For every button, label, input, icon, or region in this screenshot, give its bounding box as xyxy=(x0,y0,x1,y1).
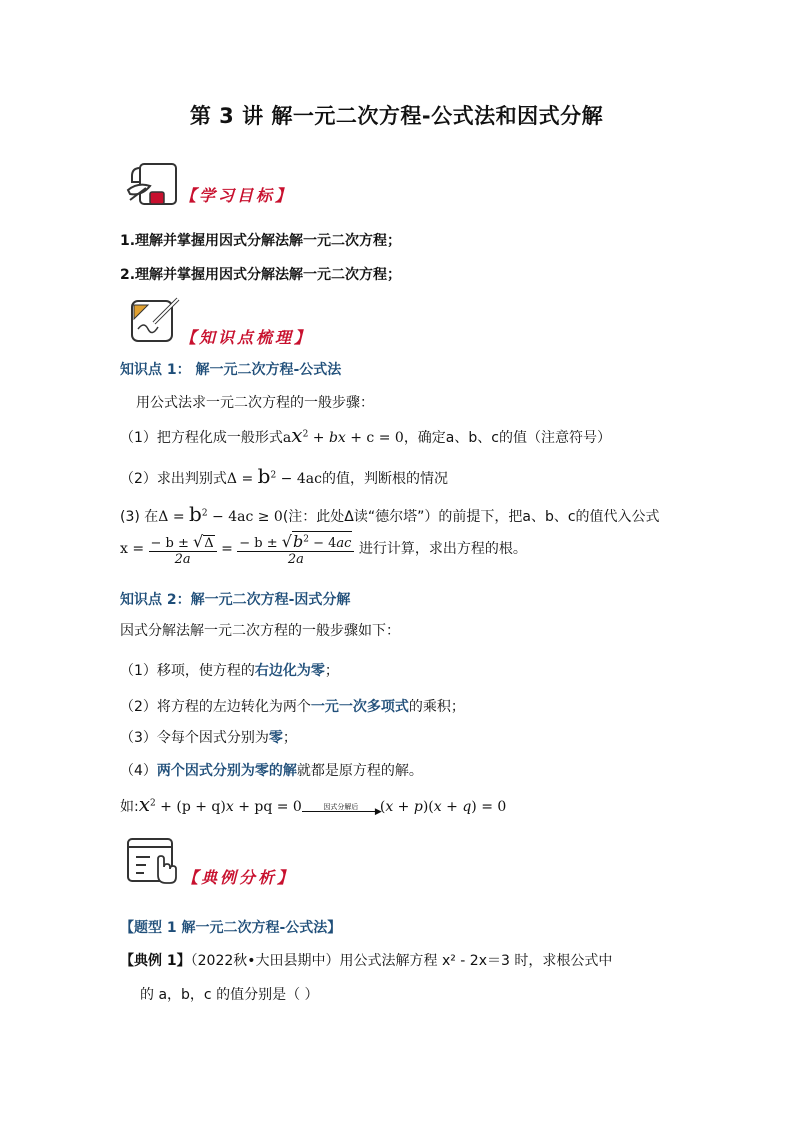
section-knowledge-badge: 【知识点梳理】 xyxy=(180,328,314,347)
factoring-example-formula: $x^2 + (p + q)x$ + pq = 0 xyxy=(138,792,302,816)
kp2-step1-a: （1）移项，使方程的 xyxy=(120,663,255,679)
kp2-step4-a: （4） xyxy=(120,763,157,779)
page-title: 第 3 讲 解一元二次方程-公式法和因式分解 xyxy=(189,104,604,128)
kp1-step3-suffix: (注：此处Δ读“德尔塔”）的前提下，把a、b、c的值代入公式 xyxy=(282,509,660,525)
kp1-step3b-suffix: 进行计算，求出方程的根。 xyxy=(358,541,527,557)
kp2-intro: 因式分解法解一元二次方程的一般步骤如下： xyxy=(120,623,400,639)
kp2-step3-a: （3）令每个因式分别为 xyxy=(120,730,269,746)
kp1-step3 xyxy=(120,502,660,526)
kp1-step3-prefix: (3) 在 xyxy=(120,509,159,525)
kp2-step1-highlight: 右边化为零 xyxy=(254,663,325,679)
kp1-step1-prefix: （1）把方程化成一般形式 xyxy=(120,430,283,446)
kp1-step1 xyxy=(120,423,611,447)
quadratic-formula: x = $\frac{- b \pm √\Delta}{2a}$ = $\frac{- b \pm √b^2 - 4ac}{2a}$ xyxy=(120,541,359,557)
kp2-step4-highlight: 两个因式分别为零的解 xyxy=(156,763,297,779)
kp2-step1 xyxy=(120,660,339,680)
kp1-step2 xyxy=(120,464,448,488)
kp2-step3 xyxy=(120,727,297,747)
screen-pointer-icon xyxy=(124,835,182,889)
discriminant-formula: $\Delta = b^2 - 4ac$ xyxy=(226,464,322,488)
kp1-heading: 知识点 1： 解一元二次方程-公式法 xyxy=(120,362,342,378)
kp2-step2-highlight: 一元一次多项式 xyxy=(310,699,409,715)
kp1-intro: 用公式法求一元二次方程的一般步骤： xyxy=(136,395,374,411)
kp2-example-prefix: 如: xyxy=(120,799,139,815)
kp2-step2 xyxy=(120,696,465,716)
kp1-step3b xyxy=(120,531,527,567)
kp2-step1-b: ； xyxy=(324,663,339,679)
scroll-quill-icon xyxy=(124,160,182,214)
kp1-step2-suffix: 的值，判断根的情况 xyxy=(321,471,448,487)
kp2-step4 xyxy=(120,760,423,780)
kp2-step2-b: 的乘积； xyxy=(408,699,465,715)
discriminant-condition: $\Delta = b^2 - 4ac \ge 0$ xyxy=(158,502,283,526)
goal-item-1: 1.理解并掌握用因式分解法解一元二次方程； xyxy=(120,233,402,249)
kp2-heading: 知识点 2：解一元二次方程-因式分解 xyxy=(120,592,351,608)
kp2-example xyxy=(120,792,506,816)
general-form-formula: $ax^2$ + bx + c = 0 xyxy=(282,423,404,447)
type1-heading: 【题型 1 解一元二次方程-公式法】 xyxy=(120,920,342,936)
factored-formula: (x + p)(x + q) = 0 xyxy=(379,799,507,815)
section-goals-badge: 【学习目标】 xyxy=(180,186,295,205)
example-1-line xyxy=(120,950,612,970)
kp2-step3-highlight: 零 xyxy=(268,730,283,746)
kp1-step1-suffix: ，确定a、b、c的值（注意符号） xyxy=(403,430,611,446)
section-examples-badge: 【典例分析】 xyxy=(182,868,297,887)
example-1-tag: 【典例 1】 xyxy=(120,953,191,969)
kp2-step4-b: 就都是原方程的解。 xyxy=(296,763,423,779)
example-1-line2: 的 a，b，c 的值分别是（ ） xyxy=(140,987,319,1003)
kp1-step2-prefix: （2）求出判别式 xyxy=(120,471,227,487)
factoring-arrow: 因式分解后 ▶ xyxy=(302,803,380,812)
example-1-text: （2022秋•大田县期中）用公式法解方程 x² - 2x＝3 时，求根公式中 xyxy=(190,953,613,969)
kp2-step2-a: （2）将方程的左边转化为两个 xyxy=(120,699,311,715)
kp2-step3-b: ； xyxy=(282,730,297,746)
arrow-label: 因式分解后 xyxy=(323,802,359,811)
notepad-pen-icon xyxy=(124,293,182,347)
goal-item-2: 2.理解并掌握用因式分解法解一元二次方程； xyxy=(120,267,402,283)
